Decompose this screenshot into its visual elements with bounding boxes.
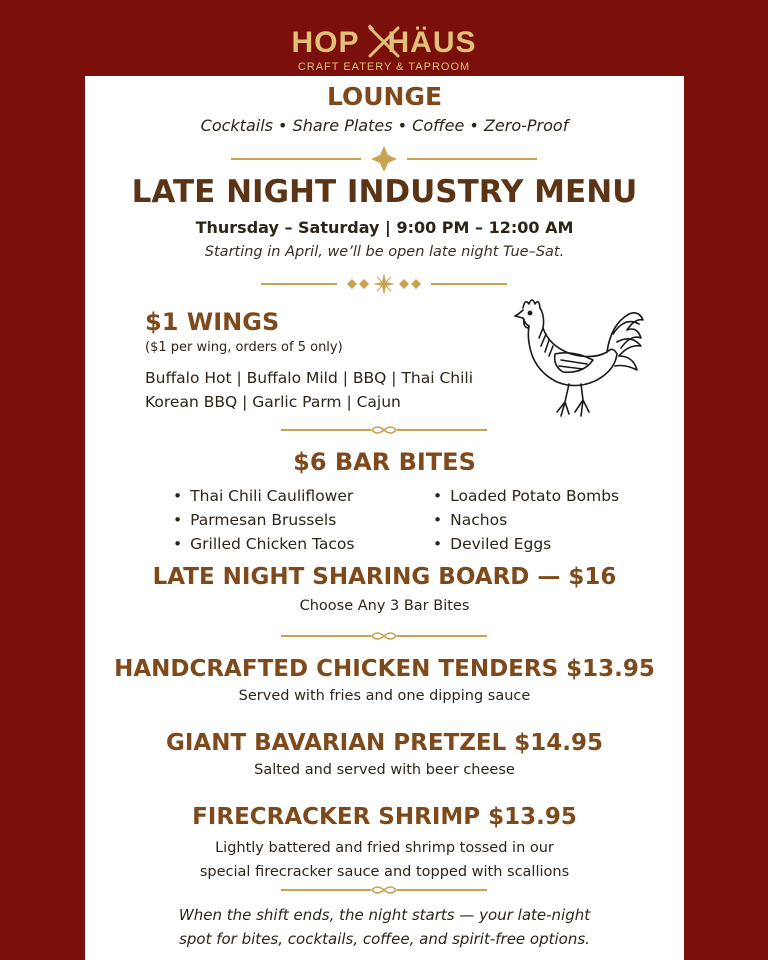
list-item: • Grilled Chicken Tacos — [173, 532, 354, 556]
shrimp-description-line: special firecracker sauce and topped with scallions — [199, 864, 570, 880]
brand-name-left: HOP — [291, 26, 360, 59]
menu-hours: Thursday – Saturday | 9:00 PM – 12:00 AM — [195, 218, 574, 237]
closing-line: When the shift ends, the night starts — your late-night — [178, 906, 591, 924]
menu-card — [85, 76, 684, 960]
scroll-divider — [85, 882, 684, 898]
lounge-subtitle: Cocktails • Share Plates • Coffee • Zero-Proof — [200, 116, 569, 135]
sharing-board-title: LATE NIGHT SHARING BOARD — $16 — [152, 564, 617, 590]
brand-name-right: HÄUS — [387, 26, 477, 59]
menu-title: LATE NIGHT INDUSTRY MENU — [131, 174, 638, 210]
lounge-title: LOUNGE — [326, 82, 443, 111]
list-item: • Thai Chili Cauliflower — [173, 484, 354, 508]
pretzel-title: GIANT BAVARIAN PRETZEL $14.95 — [165, 730, 604, 756]
crossed-utensils-icon — [366, 24, 402, 60]
wings-title: $1 WINGS — [145, 308, 280, 336]
brand-header — [0, 0, 768, 78]
wings-flavors — [145, 366, 473, 414]
list-item: • Parmesan Brussels — [173, 508, 354, 532]
star-divider — [85, 144, 684, 174]
list-item: • Loaded Potato Bombs — [433, 484, 619, 508]
shrimp-description-line: Lightly battered and fried shrimp tossed in our — [215, 840, 554, 856]
shrimp-title: FIRECRACKER SHRIMP $13.95 — [192, 804, 577, 830]
sharing-board-description: Choose Any 3 Bar Bites — [299, 598, 470, 614]
wings-flavors-line: Korean BBQ | Garlic Parm | Cajun — [145, 393, 401, 411]
list-item: • Deviled Eggs — [433, 532, 619, 556]
closing-line: spot for bites, cocktails, coffee, and spirit-free options. — [179, 930, 590, 948]
scroll-divider — [85, 422, 684, 438]
list-item: • Nachos — [433, 508, 619, 532]
tenders-title: HANDCRAFTED CHICKEN TENDERS $13.95 — [114, 656, 655, 682]
wings-flavors-line: Buffalo Hot | Buffalo Mild | BBQ | Thai Chili — [145, 369, 474, 387]
rooster-illustration — [513, 294, 645, 424]
wings-note: ($1 per wing, orders of 5 only) — [145, 340, 343, 355]
bar-bites-left-list — [173, 484, 354, 556]
closing-tagline — [85, 903, 684, 951]
bar-bites-title: $6 BAR BITES — [293, 448, 476, 476]
bar-bites-right-list — [433, 484, 619, 556]
tenders-description: Served with fries and one dipping sauce — [238, 688, 531, 704]
diamond-star-divider — [85, 272, 684, 296]
pretzel-description: Salted and served with beer cheese — [254, 762, 515, 778]
menu-notice: Starting in April, we’ll be open late night Tue–Sat. — [204, 244, 565, 260]
shrimp-description — [85, 836, 684, 884]
brand-tagline: CRAFT EATERY & TAPROOM — [297, 61, 471, 73]
scroll-divider — [85, 628, 684, 644]
